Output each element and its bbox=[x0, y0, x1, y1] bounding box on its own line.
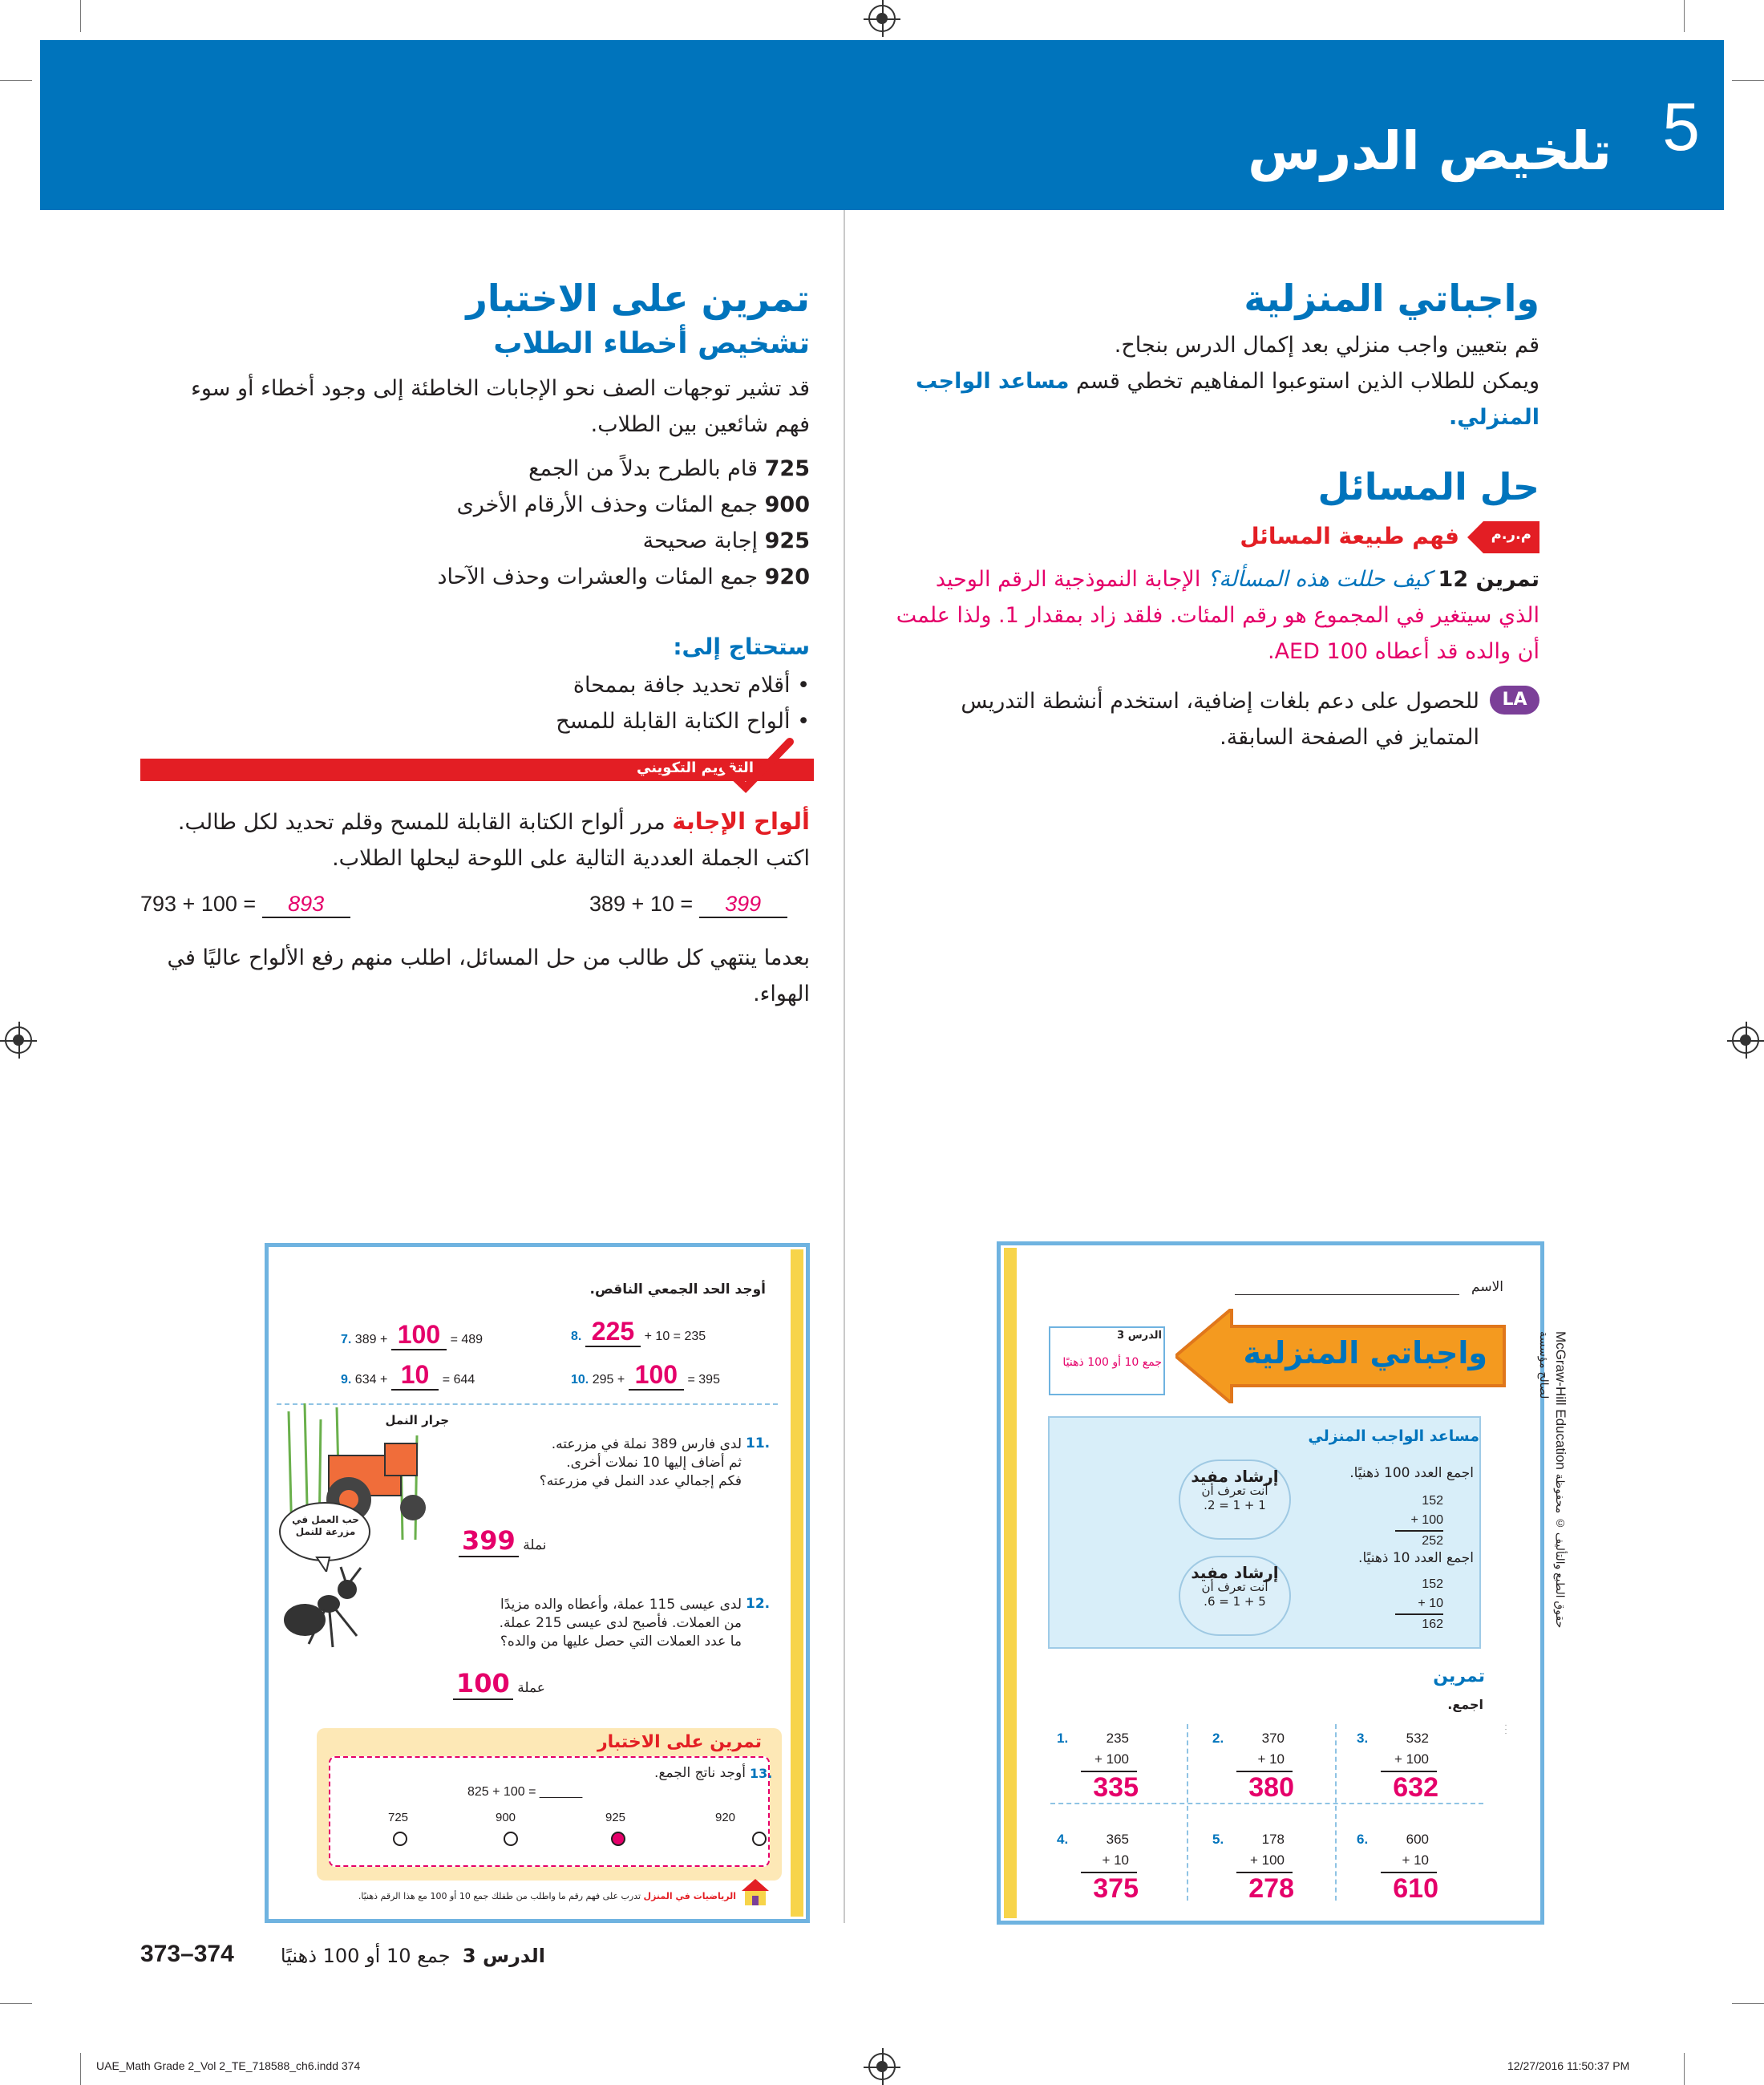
page-title: تلخيص الدرس bbox=[1248, 120, 1612, 182]
practice-tag: م.ر.م bbox=[1467, 521, 1539, 553]
house-icon bbox=[739, 1876, 771, 1909]
registration-mark-icon bbox=[5, 1026, 32, 1054]
boards-text: ألواح الإجابة مرر ألواح الكتابة القابلة للمسح وقلم تحديد لكل طالب. اكتب الجملة العددية التالية على اللوحة ليحلها الطلاب. bbox=[177, 808, 810, 871]
helper-title: مساعد الواجب المنزلي bbox=[1308, 1427, 1479, 1445]
list-item: • ألواح الكتابة القابلة للمسح bbox=[556, 709, 810, 734]
hint-cloud: إرشاد مفيد أنت تعرف أن 5 + 1 = 6. bbox=[1179, 1556, 1291, 1636]
worksheet-edge bbox=[1004, 1248, 1017, 1918]
crop-mark bbox=[1684, 0, 1685, 32]
list-item: 920 جمع المئات والعشرات وحذف الآحاد bbox=[437, 565, 810, 589]
ant-illustration bbox=[277, 1564, 373, 1652]
publisher-name: McGraw-Hill Education حقوق الطبع والتأليف © محفوظة لصالح مؤسسة bbox=[1538, 1331, 1568, 1629]
example-2: 152 + 10 162 bbox=[1395, 1575, 1443, 1634]
choice-label: 925 bbox=[605, 1811, 626, 1824]
problem-8: 8. 225 + 10 = 235 bbox=[571, 1317, 706, 1346]
error-list bbox=[120, 451, 810, 595]
name-line bbox=[1235, 1294, 1459, 1295]
list-item: 925 إجابة صحيحة bbox=[642, 528, 810, 553]
crop-mark bbox=[1684, 2053, 1685, 2085]
problem-10: 10. 295 + 100 = 395 bbox=[571, 1360, 720, 1389]
name-label: الاسم bbox=[1471, 1279, 1503, 1295]
ant-speech: حب العمل في مزرعة للنمل bbox=[292, 1514, 359, 1537]
equation-1: 389 + 10 = 399 bbox=[589, 892, 787, 918]
test-practice-title: تمرين على الاختبار bbox=[466, 277, 810, 320]
crop-mark bbox=[80, 2053, 81, 2085]
list-item: • أقلام تحديد جافة بممحاة bbox=[572, 673, 810, 698]
materials-list bbox=[249, 667, 810, 739]
page-numbers: 373–374 bbox=[140, 1941, 234, 1967]
choice-radio-selected[interactable] bbox=[611, 1832, 625, 1846]
column-divider bbox=[844, 210, 845, 1923]
choice-radio[interactable] bbox=[752, 1832, 767, 1846]
worksheet-title: واجباتي المنزلية bbox=[1243, 1335, 1487, 1370]
registration-mark-icon bbox=[868, 2053, 896, 2080]
problem-7: 7. 389 + 100 = 489 bbox=[341, 1320, 483, 1349]
registration-mark-icon bbox=[868, 5, 896, 32]
crop-mark bbox=[80, 0, 81, 32]
need-title: ستحتاج إلى: bbox=[673, 634, 810, 660]
add100-text: اجمع العدد 100 ذهنيًا. bbox=[1349, 1465, 1474, 1481]
crop-mark bbox=[0, 80, 32, 81]
add10-text: اجمع العدد 10 ذهنيًا. bbox=[1358, 1550, 1474, 1566]
q12-number: 12. bbox=[746, 1596, 771, 1612]
footer-lesson: الدرس 3 جمع 10 أو 100 ذهنيًا bbox=[280, 1945, 545, 1967]
side-note: · · · bbox=[1502, 1724, 1509, 1735]
crop-mark bbox=[1732, 80, 1764, 81]
choice-label: 900 bbox=[496, 1811, 516, 1824]
choice-radio[interactable] bbox=[393, 1832, 407, 1846]
checkmark-icon bbox=[722, 738, 794, 794]
col-divider bbox=[1187, 1724, 1188, 1901]
practice-sub: اجمع. bbox=[1447, 1697, 1483, 1712]
registration-mark-icon bbox=[1732, 1026, 1759, 1054]
exercise-12: تمرين 12 كيف حللت هذه المسألة؟ الإجابة النموذجية الرقم الوحيد الذي سيتغير في المجموع هو رقم المئات. فلقد زاد بمقدار 1. ولذا علمت أن والده قد أعطاه 100 AED. bbox=[896, 567, 1539, 664]
solve-title: حل المسائل bbox=[1317, 465, 1539, 508]
answer: 893 bbox=[262, 892, 350, 918]
home-math-note: الرياضيات في المنزل تدرب على فهم رقم ما واطلب من طفلك جمع 10 أو 100 مع هذا الرقم ذهنيًا. bbox=[358, 1891, 736, 1901]
example-1: 152 + 100 252 bbox=[1395, 1492, 1443, 1551]
q13-text: أوجد ناتج الجمع. bbox=[654, 1765, 746, 1781]
list-item: 900 جمع المئات وحذف الأرقام الأخرى bbox=[456, 492, 810, 517]
after-text: بعدما ينتهي كل طالب من حل المسائل، اطلب منهم رفع الألواح عاليًا في الهواء. bbox=[167, 945, 810, 1006]
homework-text: قم بتعيين واجب منزلي بعد إكمال الدرس بنجاح. ويمكن للطلاب الذين استوعبوا المفاهيم تخطي قسم مساعد الواجب المنزلي. bbox=[916, 333, 1539, 430]
crop-mark bbox=[0, 2003, 32, 2004]
list-item: 725 قام بالطرح بدلاً من الجمع bbox=[528, 456, 810, 481]
la-text: للحصول على دعم بلغات إضافية، استخدم أنشطة التدريس المتمايز في الصفحة السابقة. bbox=[961, 689, 1479, 750]
hint-cloud: إرشاد مفيد أنت تعرف أن 1 + 1 = 2. bbox=[1179, 1460, 1291, 1540]
practice-title: تمرين bbox=[1433, 1666, 1485, 1686]
equation-2: 793 + 100 = 893 bbox=[140, 892, 350, 918]
choice-label: 920 bbox=[715, 1811, 736, 1824]
q11-answer: 399 نملة bbox=[459, 1525, 587, 1556]
diagnose-text: قد تشير توجهات الصف نحو الإجابات الخاطئة إلى وجود أخطاء أو سوء فهم شائعين بين الطلاب. bbox=[191, 376, 810, 437]
q11-number: 11. bbox=[746, 1435, 771, 1451]
chapter-number: 5 bbox=[1662, 89, 1700, 164]
tractor-label: جرار النمل bbox=[385, 1413, 449, 1427]
diagnose-title: تشخيص أخطاء الطلاب bbox=[493, 327, 810, 360]
q13-equation: 825 + 100 = ______ bbox=[467, 1785, 583, 1799]
problem-9: 9. 634 + 10 = 644 bbox=[341, 1360, 475, 1389]
missing-addend-title: أوجد الحد الجمعي الناقص. bbox=[589, 1281, 766, 1298]
q11-text: لدى فارس 389 نملة في مزرعته. ثم أضاف إليها 10 نملات أخرى. فكم إجمالي عدد النمل في مزرعته؟ bbox=[539, 1436, 742, 1489]
understand-heading: فهم طبيعة المسائل bbox=[1240, 523, 1459, 549]
q12-answer: 100 عملة bbox=[453, 1668, 581, 1698]
worksheet-edge bbox=[791, 1249, 803, 1917]
q12-text: لدى عيسى 115 عملة، وأعطاه والده مزيدًا من العملات. فأصبح لدى عيسى 215 عملة. ما عدد العملات التي حصل عليها من والده؟ bbox=[499, 1597, 742, 1650]
file-slug: UAE_Math Grade 2_Vol 2_TE_718588_ch6.indd 374 bbox=[96, 2059, 361, 2072]
answer: 399 bbox=[699, 892, 787, 918]
homework-title: واجباتي المنزلية bbox=[1244, 277, 1539, 320]
lesson-topic: جمع 10 أو 100 ذهنيًا bbox=[1062, 1356, 1162, 1369]
print-date: 12/27/2016 11:50:37 PM bbox=[1507, 2059, 1630, 2072]
choice-label: 725 bbox=[388, 1811, 409, 1824]
la-badge: LA bbox=[1490, 686, 1539, 715]
crop-mark bbox=[1732, 2003, 1764, 2004]
col-divider bbox=[1335, 1724, 1337, 1901]
lesson-label: الدرس 3 bbox=[1117, 1330, 1162, 1342]
test-practice-heading: تمرين على الاختبار bbox=[597, 1732, 762, 1752]
choice-radio[interactable] bbox=[504, 1832, 518, 1846]
q13-number: 13. bbox=[750, 1766, 773, 1781]
formative-label: التقويم التكويني bbox=[636, 759, 754, 776]
